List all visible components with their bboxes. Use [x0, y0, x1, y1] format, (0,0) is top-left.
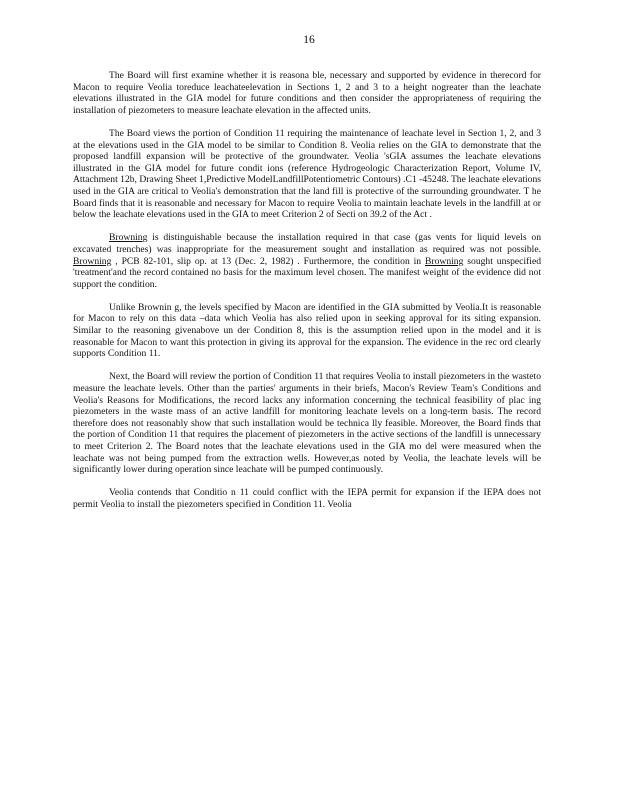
paragraph-text: The Board views the portion of Condition 11 requiring the maintenance of leachate level in Section 1, 2, and 3 at the elevations used in the GIA model to be similar to Condition 8. Veolia relies on the GIA to demonstrate that the proposed landfill expansion will be protective of the groundwater. Veolia 'sGIA assumes the leachate elevations illustrated in the GIA model for future condit ions (reference Hydrogeologic Characterization Report, Volume IV, Attachment 12b, Drawing Sheet 1,Predictive ModelLandfillPotentiometric Contours) .C1 -45248. The leachate elevations used in the GIA are critical to Veolia's demonstration that the land fill is protective of the surrounding groundwater. T he Board finds that it is reasonable and necessary for Macon to require Veolia to maintain leachate levels in the landfill at or below the leachate elevations used in the GIA to meet Criterion 2 of Secti on 39.2 of the Act .	[73, 127, 541, 221]
paragraph	[73, 128, 541, 221]
page-number: 16	[303, 34, 315, 46]
paragraph	[73, 70, 541, 116]
case-citation: Browning	[425, 255, 464, 267]
document-body	[73, 70, 541, 522]
paragraph-text: , PCB 82-101, slip op. at 13 (Dec. 2, 1982) . Furthermore, the condition in	[111, 255, 426, 267]
paragraph-text: is distinguishable because the installation required in that case (gas vents for liquid levels on excavated trenches) was inappropriate for the measurement sought and installation as required was not possible.	[73, 232, 541, 255]
paragraph-text: Next, the Board will review the portion of Condition 11 that requires Veolia to install piezometers in the wasteto measure the leachate levels. Other than the parties' arguments in their briefs, Macon's Review Team's Conditions and Veolia's Reasons for Modifications, the record lacks any information concerning the technical feasibility of plac ing piezometers in the waste mass of an active landfill for monitoring leachate levels on a long-term basis. The record therefore does not reasonably show that such installation would be technica lly feasible. Moreover, the Board finds that the portion of Condition 11 that requires the placement of piezometers in the active sections of the landfill is unnecessary to meet Criterion 2. The Board notes that the leachate elevations used in the GIA mo del were measured when the leachate was not being pumped from the extraction wells. However,as noted by Veolia, the leachate levels will be significantly lower during operation since leachate will be pumped continuously.	[73, 371, 541, 476]
paragraph	[73, 371, 541, 475]
paragraph-text: Unlike Brownin g, the levels specified by Macon are identified in the GIA submitted by Veolia.It is reasonable for Macon to rely on this data –data which Veolia has also relied upon in seeking approval for its siting expansion. Similar to the reasoning givenabove un der Condition 8, this is the assumption relied upon in the model and it is reasonable for Macon to want this protection in giving its approval for the expansion. The evidence in the rec ord clearly supports Condition 11.	[73, 301, 541, 360]
paragraph	[73, 302, 541, 360]
paragraph	[73, 232, 541, 290]
paragraph-text: Veolia contends that Conditio n 11 could conflict with the IEPA permit for expansion if the IEPA does not permit Veolia to install the piezometers specified in Condition 11. Veolia	[73, 487, 541, 510]
case-citation: Browning	[109, 232, 148, 244]
paragraph-text: sought unspecified 'treatment'and the record contained no basis for the maximum level chosen. The manifest weight of the evidence did not support the condition.	[73, 255, 541, 290]
paragraph	[73, 487, 541, 510]
paragraph-text: The Board will first examine whether it is reasona ble, necessary and supported by evidence in therecord for Macon to require Veolia toreduce leachateelevation in Sections 1, 2 and 3 to a height nogreater than the leachate elevations illustrated in the GIA model for future conditions and then consider the appropriateness of requiring the installation of piezometers to measure leachate elevation in the affected units.	[73, 70, 541, 116]
case-citation: Browning	[73, 255, 112, 267]
